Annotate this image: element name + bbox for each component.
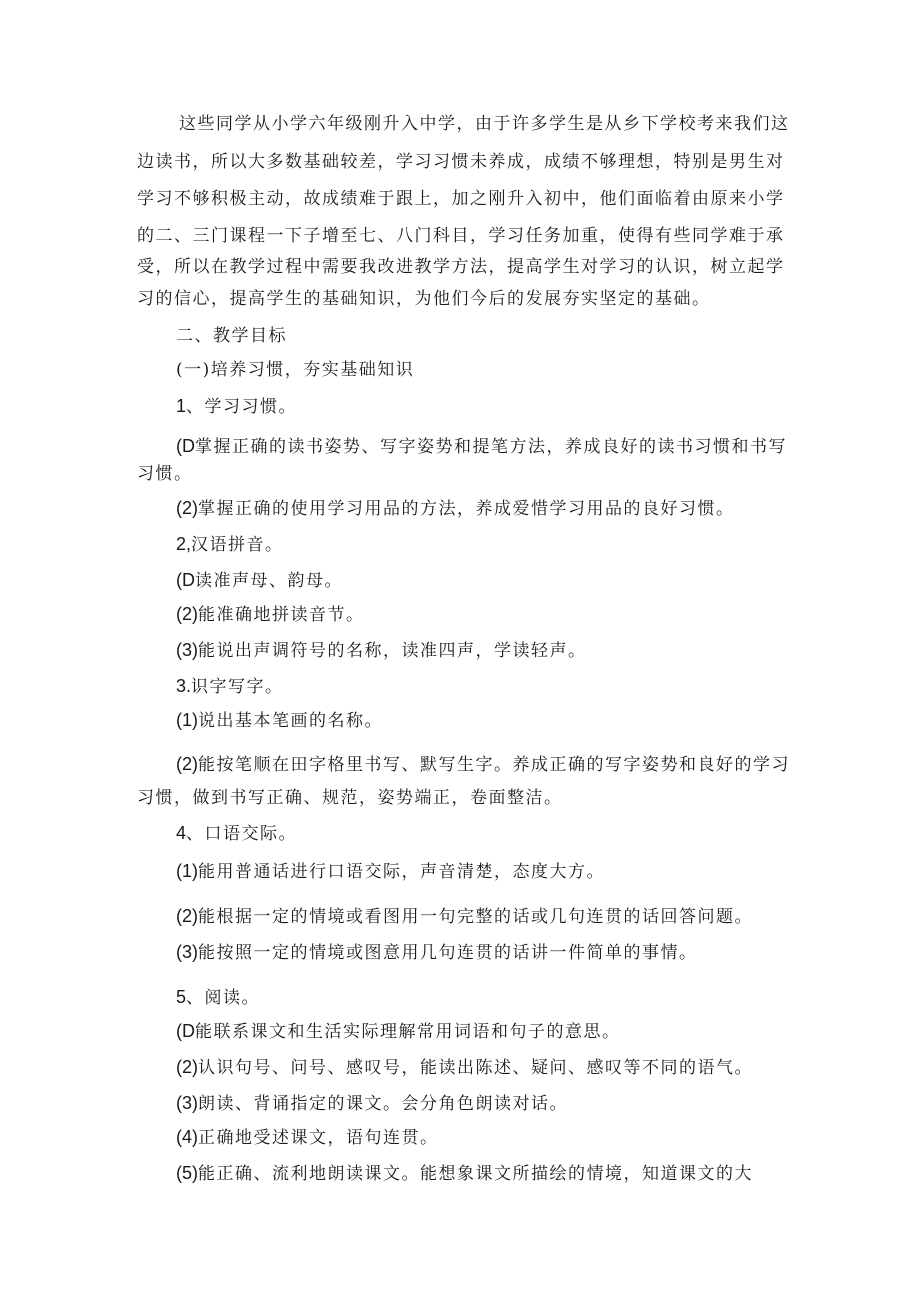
oral-item-1-text: 能用普通话进行口语交际，声音清楚，态度大方。 [198, 862, 605, 882]
oral-item-2 [176, 905, 753, 928]
pinyin-title-number: 2, [176, 534, 192, 554]
reading-item-1 [176, 1020, 621, 1043]
writing-item-1-text: 说出基本笔画的名称。 [198, 711, 383, 731]
reading-item-3-number: (3) [176, 1093, 198, 1113]
habits-item-1-number: (D [176, 436, 195, 456]
intro-line-5: 受，所以在教学过程中需要我改进教学方法，提高学生对学习的认识，树立起学 [137, 257, 785, 277]
reading-item-4-text: 正确地受述课文，语句连贯。 [198, 1128, 439, 1148]
pinyin-item-1-text: 读准声母、韵母。 [195, 571, 343, 591]
reading-title-number: 5 [176, 987, 187, 1007]
reading-item-2 [176, 1056, 753, 1079]
writing-item-2-number: (2) [176, 754, 198, 774]
habits-item-2 [176, 497, 735, 520]
intro-line-6: 习的信心，提高学生的基础知识，为他们今后的发展夯实坚定的基础。 [137, 289, 711, 309]
writing-item-1 [176, 709, 383, 732]
pinyin-title-text: 汉语拼音。 [191, 535, 284, 555]
reading-title-text: 、阅读。 [186, 988, 261, 1008]
writing-title [176, 675, 284, 698]
pinyin-item-1 [176, 569, 343, 592]
reading-item-2-number: (2) [176, 1057, 198, 1077]
oral-item-3-text: 能按照一定的情境或图意用几句连贯的话讲一件简单的事情。 [198, 943, 698, 963]
habits-title [176, 395, 297, 418]
reading-item-5-text: 能正确、流利地朗读课文。能想象课文所描绘的情境，知道课文的大 [198, 1164, 753, 1184]
oral-title [176, 822, 297, 845]
oral-item-2-text: 能根据一定的情境或看图用一句完整的话或几句连贯的话回答问题。 [198, 907, 753, 927]
reading-item-4 [176, 1126, 439, 1149]
intro-line-4: 的二、三门课程一下子增至七、八门科目，学习任务加重，使得有些同学难于承 [137, 226, 785, 246]
oral-item-3-number: (3) [176, 942, 198, 962]
pinyin-item-2 [176, 603, 365, 626]
writing-item-1-number: (1) [176, 710, 198, 730]
writing-item-2-continuation: 习惯，做到书写正确、规范，姿势端正，卷面整洁。 [137, 788, 563, 808]
reading-item-2-text: 认识句号、问号、感叹号，能读出陈述、疑问、感叹等不同的语气。 [198, 1058, 753, 1078]
pinyin-item-1-number: (D [176, 570, 195, 590]
reading-item-5-number: (5) [176, 1163, 198, 1183]
pinyin-title [176, 533, 284, 556]
pinyin-item-3 [176, 639, 587, 662]
writing-title-number: 3. [176, 676, 192, 696]
oral-item-1 [176, 860, 605, 883]
section-subheading: (一)培养习惯，夯实基础知识 [176, 360, 415, 380]
writing-item-2-text: 能按笔顺在田字格里书写、默写生字。养成正确的写字姿势和良好的学习 [198, 755, 790, 775]
habits-item-1-text: 掌握正确的读书姿势、写字姿势和提笔方法，养成良好的读书习惯和书写 [195, 437, 787, 457]
oral-item-1-number: (1) [176, 861, 198, 881]
reading-item-4-number: (4) [176, 1127, 198, 1147]
pinyin-item-3-number: (3) [176, 640, 198, 660]
habits-item-2-text: 掌握正确的使用学习用品的方法，养成爱惜学习用品的良好习惯。 [198, 499, 735, 519]
section-heading: 二、教学目标 [176, 326, 287, 346]
reading-item-1-text: 能联系课文和生活实际理解常用词语和句子的意思。 [195, 1022, 621, 1042]
habits-item-1-continuation: 习惯。 [137, 464, 193, 484]
reading-item-3 [176, 1092, 568, 1115]
intro-line-3: 学习不够积极主动，故成绩难于跟上，加之刚升入初中，他们面临着由原来小学 [137, 189, 785, 209]
oral-title-number: 4 [176, 823, 187, 843]
pinyin-item-2-number: (2) [176, 604, 198, 624]
writing-item-2 [176, 753, 790, 776]
oral-title-text: 、口语交际。 [186, 824, 298, 844]
intro-line-1: 这些同学从小学六年级刚升入中学，由于许多学生是从乡下学校考来我们这 [179, 114, 790, 134]
habits-title-number: 1 [176, 396, 187, 416]
reading-title [176, 986, 260, 1009]
pinyin-item-2-text: 能准确地拼读音节。 [198, 605, 365, 625]
habits-item-1 [176, 435, 787, 458]
writing-title-text: 识字写字。 [191, 677, 284, 697]
oral-item-2-number: (2) [176, 906, 198, 926]
habits-title-text: 、学习习惯。 [186, 397, 298, 417]
oral-item-3 [176, 941, 698, 964]
reading-item-1-number: (D [176, 1021, 195, 1041]
intro-line-2: 边读书，所以大多数基础较差，学习习惯未养成，成绩不够理想，特别是男生对 [137, 152, 785, 172]
habits-item-2-number: (2) [176, 498, 198, 518]
reading-item-5 [176, 1162, 753, 1185]
pinyin-item-3-text: 能说出声调符号的名称，读准四声，学读轻声。 [198, 641, 587, 661]
reading-item-3-text: 朗读、背诵指定的课文。会分角色朗读对话。 [198, 1094, 568, 1114]
